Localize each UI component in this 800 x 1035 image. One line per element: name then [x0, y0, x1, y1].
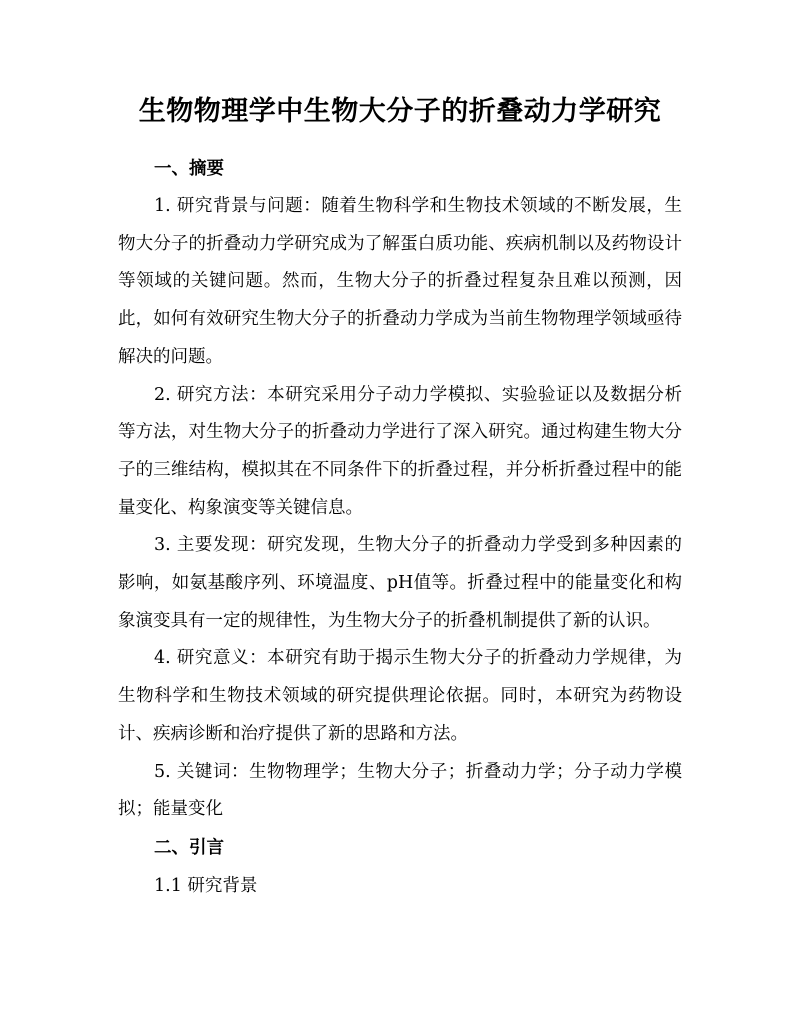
- abstract-paragraph-keywords: 5. 关键词：生物物理学；生物大分子；折叠动力学；分子动力学模拟；能量变化: [118, 761, 682, 820]
- abstract-paragraph-significance: 4. 研究意义：本研究有助于揭示生物大分子的折叠动力学规律，为生物科学和生物技术领域的研究提供理论依据。同时，本研究为药物设计、疾病诊断和治疗提供了新的思路和方法。: [118, 648, 682, 744]
- abstract-paragraph-methods: 2. 研究方法：本研究采用分子动力学模拟、实验验证以及数据分析等方法，对生物大分子的折叠动力学进行了深入研究。通过构建生物大分子的三维结构，模拟其在不同条件下的折叠过程，并分析折叠过程中的能量变化、构象演变等关键信息。: [118, 384, 682, 518]
- section-heading-introduction: 二、引言: [154, 837, 224, 858]
- abstract-paragraph-background: 1. 研究背景与问题：随着生物科学和生物技术领域的不断发展，生物大分子的折叠动力学研究成为了解蛋白质功能、疾病机制以及药物设计等领域的关键问题。然而，生物大分子的折叠过程复杂且难以预测，因此，如何有效研究生物大分子的折叠动力学成为当前生物物理学领域亟待解决的问题。: [118, 196, 682, 367]
- abstract-paragraph-findings: 3. 主要发现：研究发现，生物大分子的折叠动力学受到多种因素的影响，如氨基酸序列、环境温度、pH值等。折叠过程中的能量变化和构象演变具有一定的规律性，为生物大分子的折叠机制提供了新的认识。: [118, 535, 682, 631]
- document-title: 生物物理学中生物大分子的折叠动力学研究: [138, 96, 662, 127]
- subsection-heading-research-background: 1.1 研究背景: [154, 875, 258, 896]
- section-heading-abstract: 一、摘要: [154, 159, 224, 179]
